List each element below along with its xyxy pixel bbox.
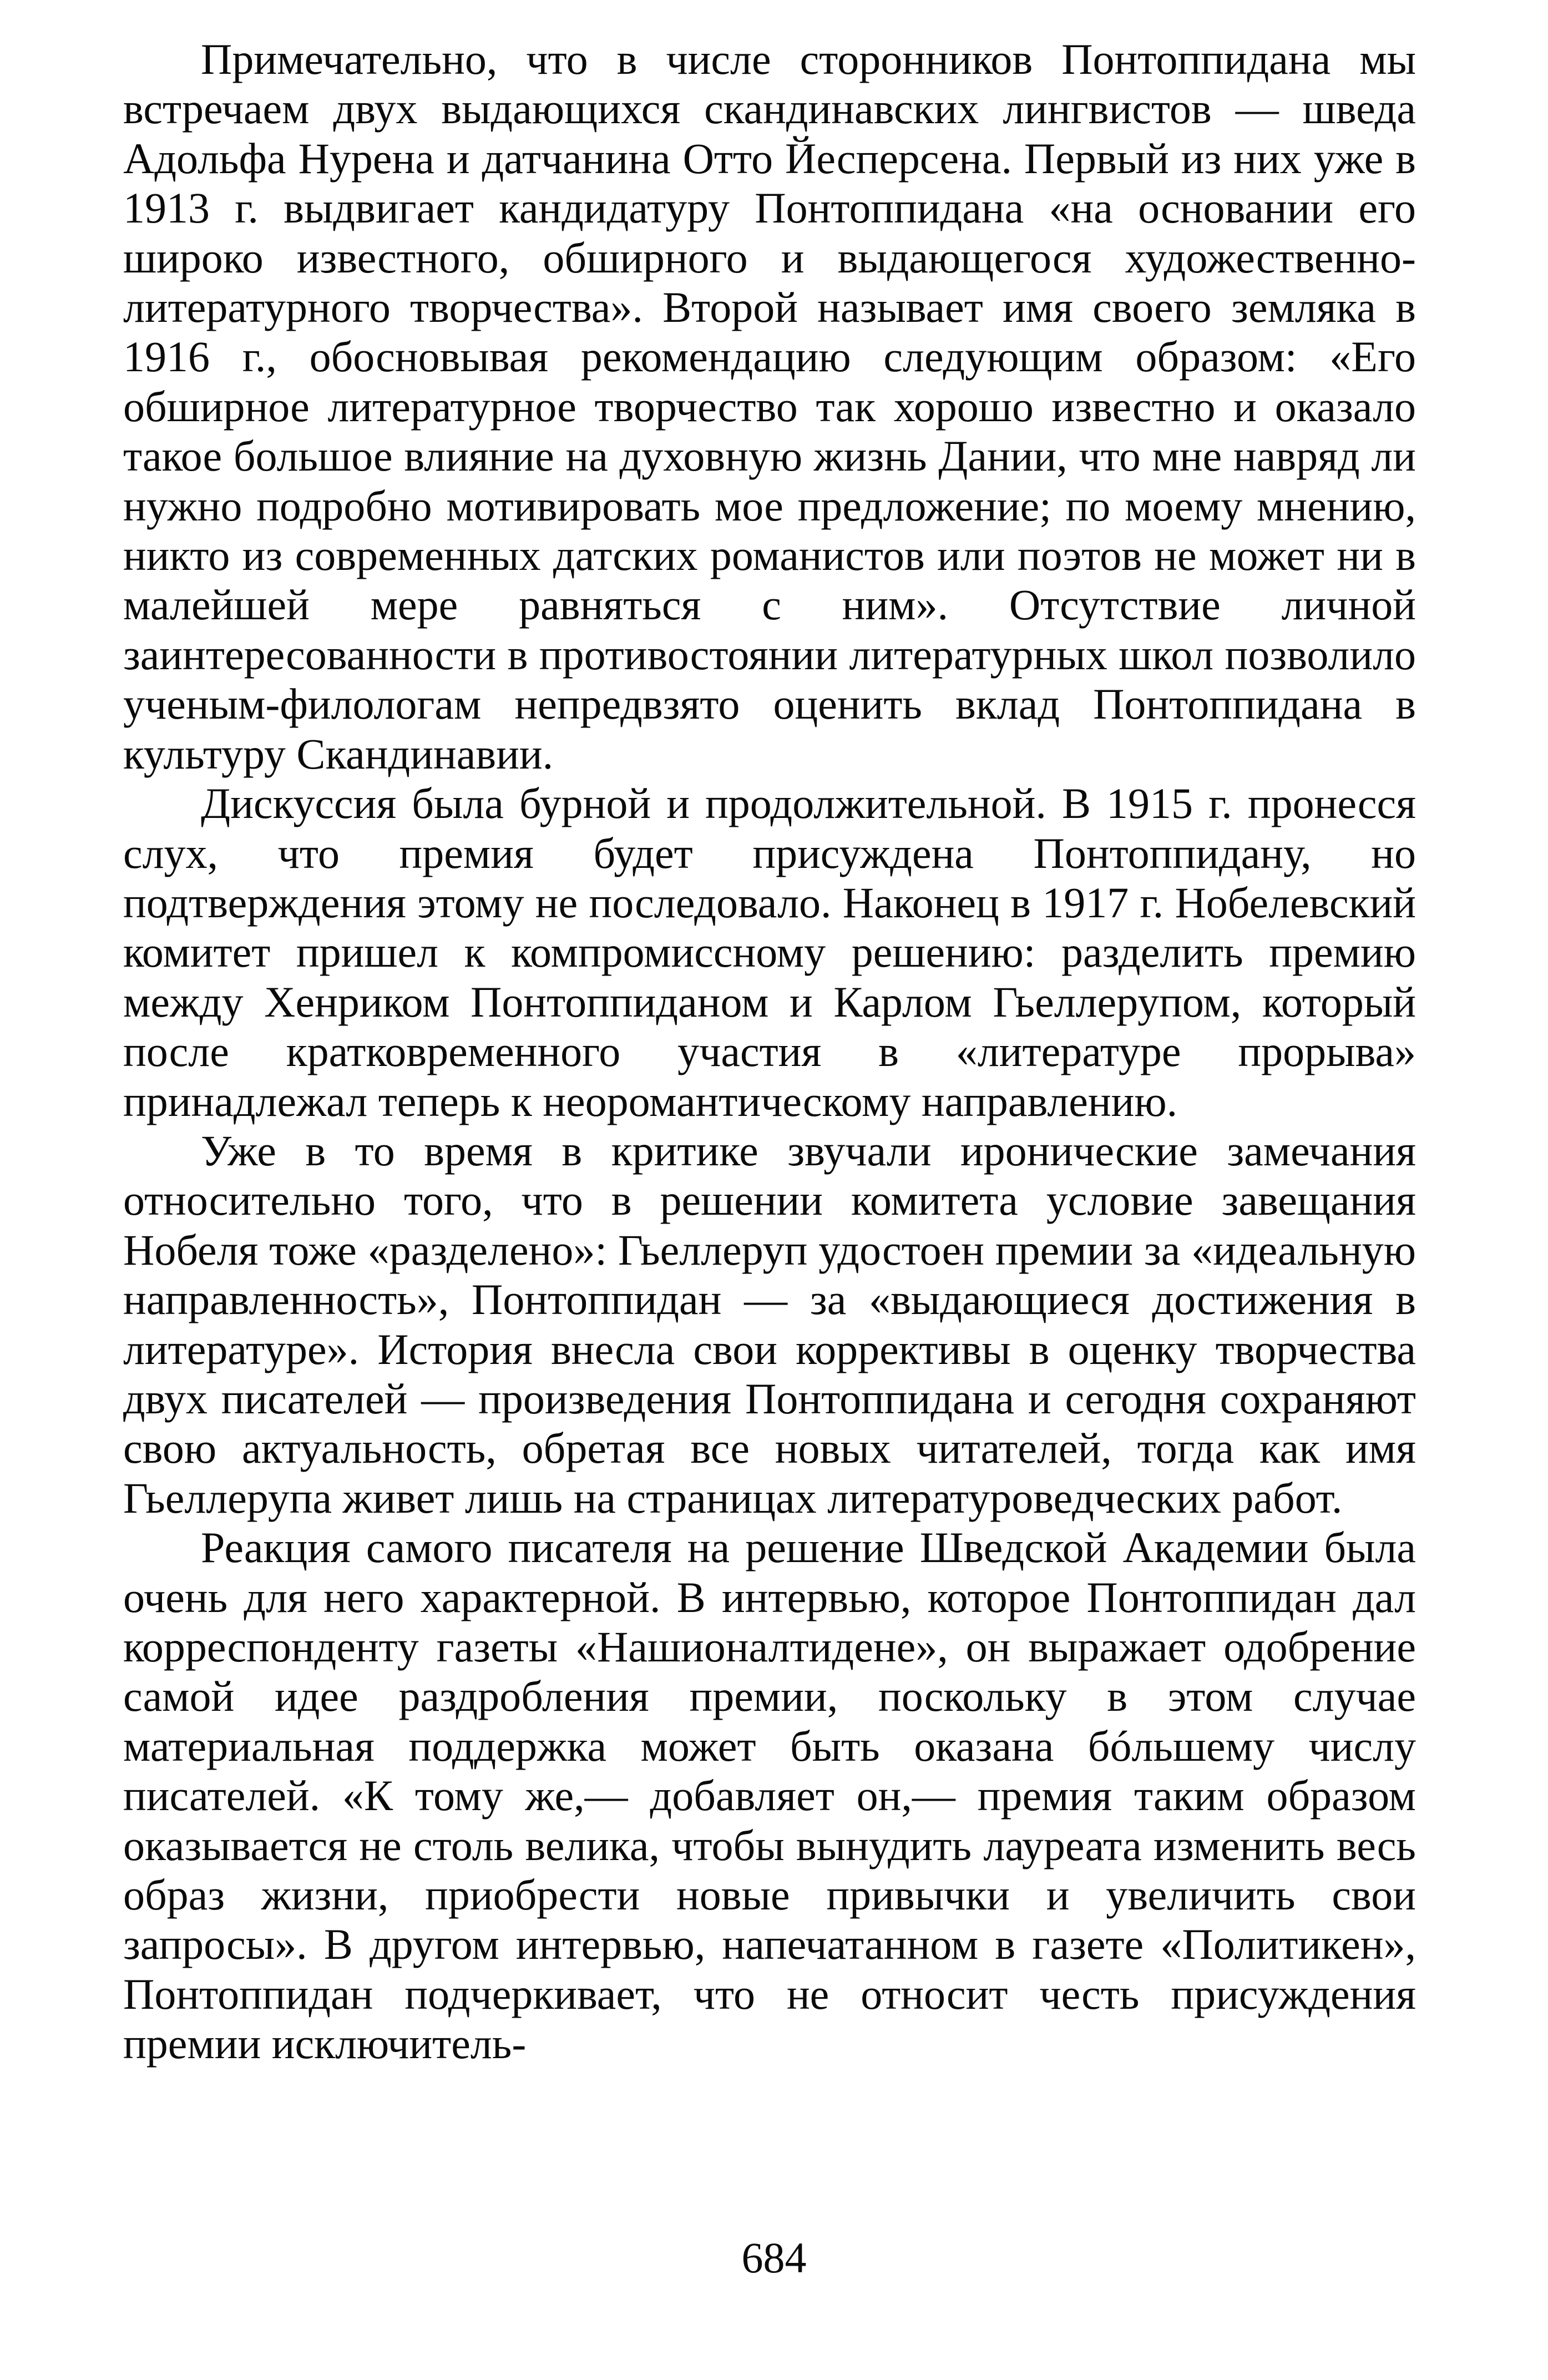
paragraph-1: Примечательно, что в числе сторонников Понтоппидана мы встречаем двух выдающихся скандинавских лингвистов — шведа Адольфа Нурена и датчанина Отто Йесперсена. Первый из них уже в 1913 г. выдвигает кандидатуру Понтоппидана «на основании его широко известного, обширного и выдающегося художественно-литературного творчества». Второй называет имя своего земляка в 1916 г., обосновывая рекомендацию следующим образом: «Его обширное литературное творчество так хорошо известно и оказало такое большое влияние на духовную жизнь Дании, что мне навряд ли нужно подробно мотивировать мое предложение; по моему мнению, никто из современных датских романистов или поэтов не может ни в малейшей мере равняться с ним». Отсутствие личной заинтересованности в противостоянии литературных школ позволило ученым-филологам непредвзято оценить вклад Понтоппидана в культуру Скандинавии.: [123, 35, 1416, 778]
body-text: [123, 34, 1416, 2069]
paragraph-2: Дискуссия была бурной и продолжительной. В 1915 г. пронесся слух, что премия будет присуждена Понтоппидану, но подтверждения этому не последовало. Наконец в 1917 г. Нобелевский комитет пришел к компромиссному решению: разделить премию между Хенриком Понтоппиданом и Карлом Гьеллерупом, который после кратковременного участия в «литературе прорыва» принадлежал теперь к неоромантическому направлению.: [123, 779, 1416, 1125]
paragraph-4: Реакция самого писателя на решение Шведской Академии была очень для него характерной. В интервью, которое Понтоппидан дал корреспонденту газеты «Нашионалтидене», он выражает одобрение самой идее раздробления премии, поскольку в этом случае материальная поддержка может быть оказана бóльшему числу писателей. «К тому же,— добавляет он,— премия таким образом оказывается не столь велика, чтобы вынудить лауреата изменить весь образ жизни, приобрести новые привычки и увеличить свои запросы». В другом интервью, напечатанном в газете «Политикен», Понтоппидан подчеркивает, что не относит честь присуждения премии исключитель-: [123, 1523, 1416, 2068]
paragraph-3: Уже в то время в критике звучали иронические замечания относительно того, что в решении комитета условие завещания Нобеля тоже «разделено»: Гьеллеруп удостоен премии за «идеальную направленность», Понтоппидан — за «выдающиеся достижения в литературе». История внесла свои коррективы в оценку творчества двух писателей — произведения Понтоппидана и сегодня сохраняют свою актуальность, обретая все новых читателей, тогда как имя Гьеллерупа живет лишь на страницах литературоведческих работ.: [123, 1126, 1416, 1522]
page-number: 684: [741, 2234, 807, 2282]
